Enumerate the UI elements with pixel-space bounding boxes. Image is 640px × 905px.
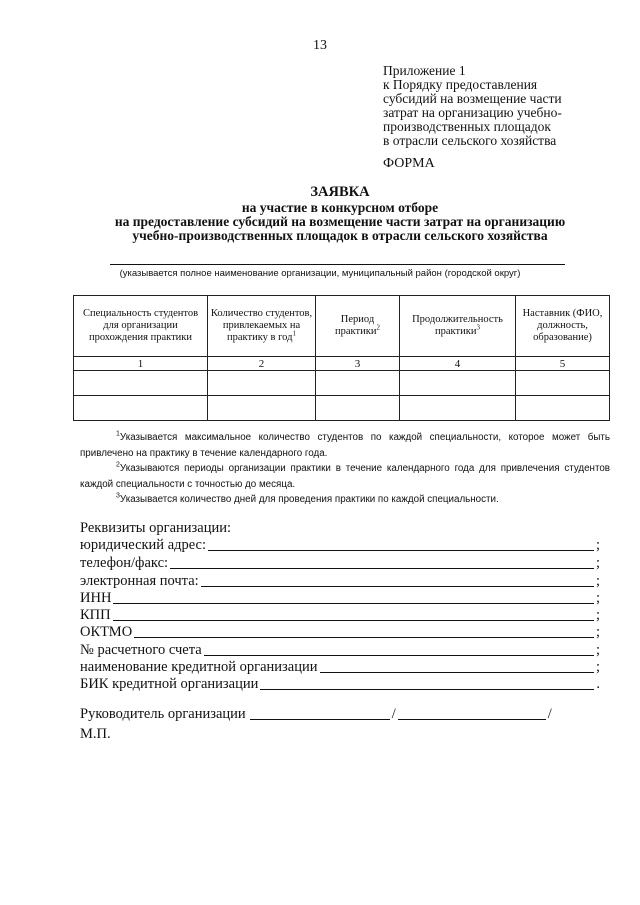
oktmo-field: ОКТМО ; bbox=[80, 624, 600, 640]
appendix-line: в отрасли сельского хозяйства bbox=[383, 133, 557, 148]
form-label: ФОРМА bbox=[383, 156, 435, 171]
appendix-line: затрат на организацию учебно- bbox=[383, 105, 562, 120]
subtitle-line: учебно-производственных площадок в отрасли сельского хозяйства bbox=[132, 228, 548, 243]
footnotes bbox=[80, 430, 610, 508]
inn-input[interactable] bbox=[113, 603, 594, 604]
column-number: 4 bbox=[400, 357, 516, 371]
phone-fax-field: телефон/факс: ; bbox=[80, 555, 600, 571]
table-number-row bbox=[74, 357, 610, 371]
document-subtitle bbox=[40, 201, 640, 243]
subtitle-line: на предоставление субсидий на возмещение части затрат на организацию bbox=[114, 214, 566, 229]
kpp-input[interactable] bbox=[113, 620, 594, 621]
table-cell[interactable] bbox=[74, 371, 208, 396]
phone-fax-input[interactable] bbox=[170, 568, 594, 569]
table-cell[interactable] bbox=[316, 371, 400, 396]
appendix-note bbox=[383, 64, 633, 148]
document-title: ЗАЯВКА bbox=[310, 184, 370, 200]
appendix-line: производственных площадок bbox=[383, 119, 551, 134]
column-header-period: Период практики$^2$ bbox=[316, 296, 400, 357]
table-cell[interactable] bbox=[74, 396, 208, 421]
column-header-mentor: Наставник (ФИО, должность, образование) bbox=[516, 296, 610, 357]
table-cell[interactable] bbox=[316, 396, 400, 421]
appendix-line: Приложение 1 bbox=[383, 63, 466, 78]
column-number: 3 bbox=[316, 357, 400, 371]
table-cell[interactable] bbox=[516, 396, 610, 421]
bik-field: БИК кредитной организации . bbox=[80, 676, 600, 692]
column-header-specialty: Специальность студентов для организации прохождения практики bbox=[74, 296, 208, 357]
inn-field: ИНН ; bbox=[80, 590, 600, 606]
bik-input[interactable] bbox=[260, 689, 594, 690]
table-cell[interactable] bbox=[208, 371, 316, 396]
table-cell[interactable] bbox=[400, 396, 516, 421]
email-input[interactable] bbox=[201, 586, 594, 587]
page-number: 13 bbox=[313, 38, 327, 53]
column-number: 5 bbox=[516, 357, 610, 371]
bank-name-input[interactable] bbox=[320, 672, 594, 673]
bank-name-field: наименование кредитной организации ; bbox=[80, 659, 600, 675]
table-row bbox=[74, 371, 610, 396]
footnote-3: $^3$Указывается количество дней для проведения практики по каждой специальности. bbox=[116, 492, 499, 505]
organization-name-line[interactable] bbox=[110, 264, 565, 265]
table-cell[interactable] bbox=[400, 371, 516, 396]
footnote-1: $^1$Указывается максимальное количество студентов по каждой специальности, которое может быть привлечено на практику в течение календарного года. bbox=[80, 430, 610, 459]
table-header-row bbox=[74, 296, 610, 357]
organization-caption: (указывается полное наименование организации, муниципальный район (городской округ) bbox=[119, 268, 521, 279]
oktmo-input[interactable] bbox=[134, 637, 594, 638]
column-header-student-count: Количество студентов, привлекаемых на практику в год$^1$ bbox=[208, 296, 316, 357]
table-cell[interactable] bbox=[208, 396, 316, 421]
account-number-field: № расчетного счета ; bbox=[80, 642, 600, 658]
appendix-line: субсидий на возмещение части bbox=[383, 91, 562, 106]
signature-block bbox=[80, 706, 552, 723]
signature-line[interactable] bbox=[250, 719, 390, 720]
column-header-duration: Продолжительность практики$^3$ bbox=[400, 296, 516, 357]
appendix-line: к Порядку предоставления bbox=[383, 77, 538, 92]
practice-table bbox=[73, 295, 610, 421]
subtitle-line: на участие в конкурсном отборе bbox=[241, 200, 439, 215]
signature-separator: / bbox=[391, 706, 396, 722]
column-number: 2 bbox=[208, 357, 316, 371]
account-number-input[interactable] bbox=[204, 655, 594, 656]
signature-label: Руководитель организации bbox=[80, 706, 246, 722]
kpp-field: КПП ; bbox=[80, 607, 600, 623]
signature-end: / bbox=[547, 706, 552, 722]
signature-name-line[interactable] bbox=[398, 719, 546, 720]
table-cell[interactable] bbox=[516, 371, 610, 396]
legal-address-field: юридический адрес: ; bbox=[80, 537, 600, 553]
stamp-place: М.П. bbox=[80, 726, 111, 742]
column-number: 1 bbox=[74, 357, 208, 371]
footnote-2: $^2$Указываются периоды организации практики в течение календарного года для привлечения студентов каждой специальности с точностью до месяца. bbox=[80, 461, 610, 490]
legal-address-input[interactable] bbox=[208, 550, 594, 551]
table-row bbox=[74, 396, 610, 421]
requisites-heading: Реквизиты организации: bbox=[80, 520, 232, 536]
email-field: электронная почта: ; bbox=[80, 573, 600, 589]
